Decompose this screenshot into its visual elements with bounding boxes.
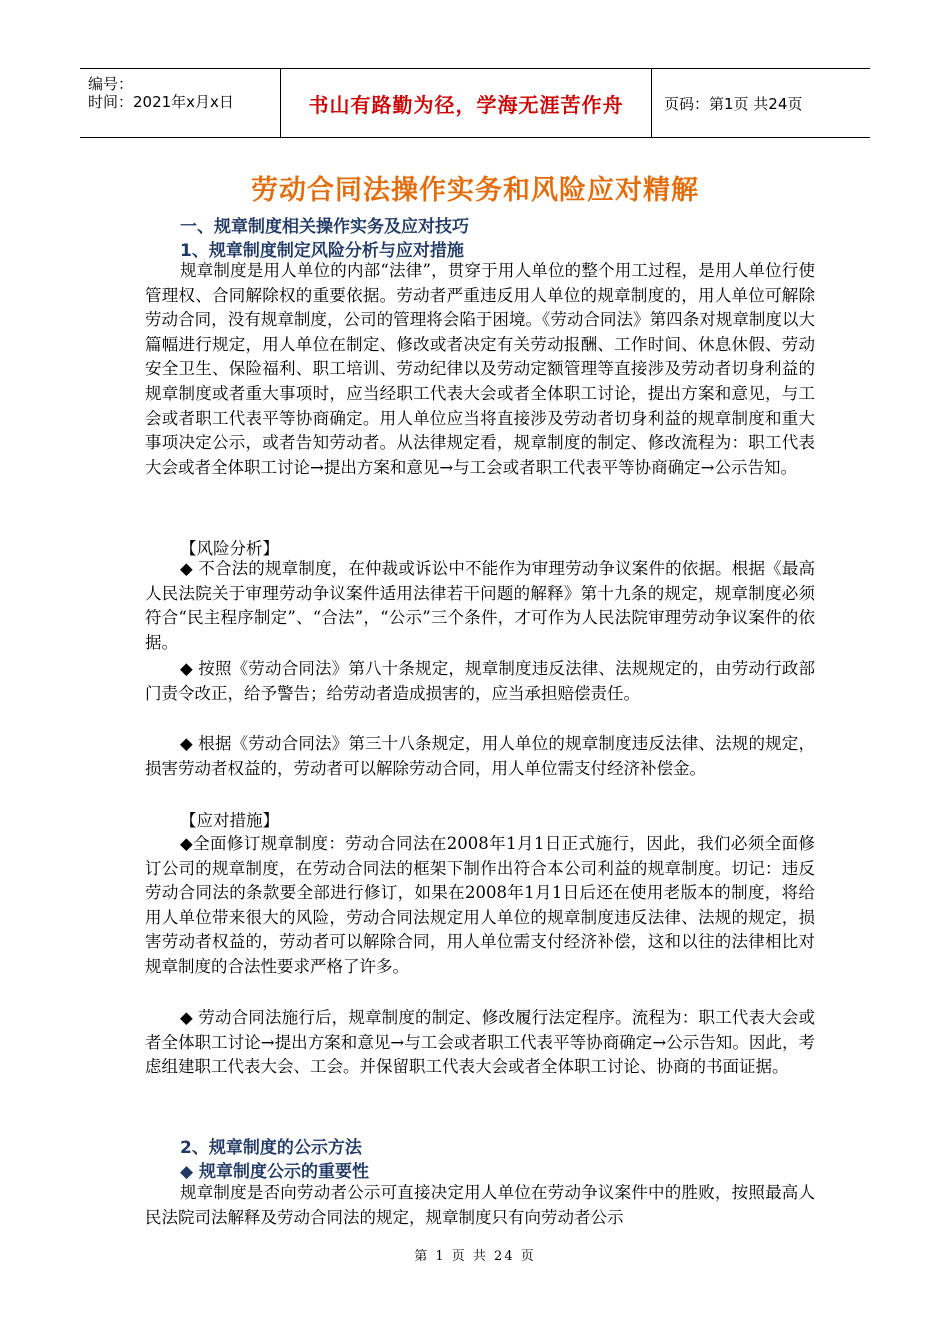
measure-item-1: ◆全面修订规章制度：劳动合同法在2008年1月1日正式施行，因此，我们必须全面修订公司的规章制度，在劳动合同法的框架下制作出符合本公司利益的规章制度。切记：违反劳动合同法的条款要全部进行修订，如果在2008年1月1日后还在使用老版本的制度，将给用人单位带来很大的风险，劳动合同法规定用人单位的规章制度违反法律、法规的规定，损害劳动者权益的，劳动者可以解除合同，用人单位需支付经济补偿，这和以往的法律相比对规章制度的合法性要求严格了许多。 bbox=[145, 834, 815, 976]
risk-item-2: ◆ 按照《劳动合同法》第八十条规定，规章制度违反法律、法规规定的，由劳动行政部门责令改正，给予警告；给劳动者造成损害的，应当承担赔偿责任。 bbox=[145, 659, 815, 703]
doc-number-label: 编号： bbox=[88, 75, 134, 93]
header-motto: 书山有路勤为径，学海无涯苦作舟 bbox=[308, 92, 624, 117]
subsection-heading-1: 1、规章制度制定风险分析与应对措施 bbox=[180, 241, 464, 261]
risk-item-3: ◆ 根据《劳动合同法》第三十八条规定，用人单位的规章制度违反法律、法规的规定，损害劳动者权益的，劳动者可以解除劳动合同，用人单位需支付经济补偿金。 bbox=[145, 734, 815, 778]
header-motto-cell bbox=[281, 69, 652, 137]
subsection-heading-2: 2、规章制度的公示方法 bbox=[180, 1138, 362, 1158]
paragraph-intro: 规章制度是用人单位的内部“法律”，贯穿于用人单位的整个用工过程，是用人单位行使管理权、合同解除权的重要依据。劳动者严重违反用人单位的规章制度的，用人单位可解除劳动合同，没有规章制度，公司的管理将会陷于困境。《劳动合同法》第四条对规章制度以大篇幅进行规定，用人单位在制定、修改或者决定有关劳动报酬、工作时间、休息休假、劳动安全卫生、保险福利、职工培训、劳动纪律以及劳动定额管理等直接涉及劳动者切身利益的规章制度或者重大事项时，应当经职工代表大会或者全体职工讨论，提出方案和意见，与工会或者职工代表平等协商确定。用人单位应当将直接涉及劳动者切身利益的规章制度和重大事项决定公示，或者告知劳动者。从法律规定看，规章制度的制定、修改流程为：职工代表大会或者全体职工讨论→提出方案和意见→与工会或者职工代表平等协商确定→公示告知。 bbox=[145, 261, 815, 477]
section-heading-1: 一、规章制度相关操作实务及应对技巧 bbox=[180, 217, 469, 237]
subsection-heading-2a: ◆ 规章制度公示的重要性 bbox=[180, 1162, 369, 1182]
doc-time-label: 时间：2021年x月x日 bbox=[88, 93, 234, 111]
document-title: 劳动合同法操作实务和风险应对精解 bbox=[251, 175, 699, 206]
measures-tag: 【应对措施】 bbox=[180, 811, 279, 830]
risk-analysis-tag: 【风险分析】 bbox=[180, 539, 279, 558]
header-page-info: 页码：第1页 共24页 bbox=[664, 94, 803, 113]
header-table bbox=[80, 68, 870, 138]
paragraph-publicity: 规章制度是否向劳动者公示可直接决定用人单位在劳动争议案件中的胜败，按照最高人民法院司法解释及劳动合同法的规定，规章制度只有向劳动者公示 bbox=[145, 1183, 815, 1227]
header-page-cell bbox=[652, 69, 870, 137]
page-footer: 第 1 页 共 24 页 bbox=[414, 1249, 536, 1264]
measure-item-2: ◆ 劳动合同法施行后，规章制度的制定、修改履行法定程序。流程为：职工代表大会或者全体职工讨论→提出方案和意见→与工会或者职工代表平等协商确定→公示告知。因此，考虑组建职工代表大会、工会。并保留职工代表大会或者全体职工讨论、协商的书面证据。 bbox=[145, 1008, 815, 1077]
header-meta-cell bbox=[80, 69, 281, 137]
risk-item-1: ◆ 不合法的规章制度，在仲裁或诉讼中不能作为审理劳动争议案件的依据。根据《最高人民法院关于审理劳动争议案件适用法律若干问题的解释》第十九条的规定，规章制度必须符合“民主程序制定”、“合法”，“公示”三个条件，才可作为人民法院审理劳动争议案件的依据。 bbox=[145, 559, 815, 652]
